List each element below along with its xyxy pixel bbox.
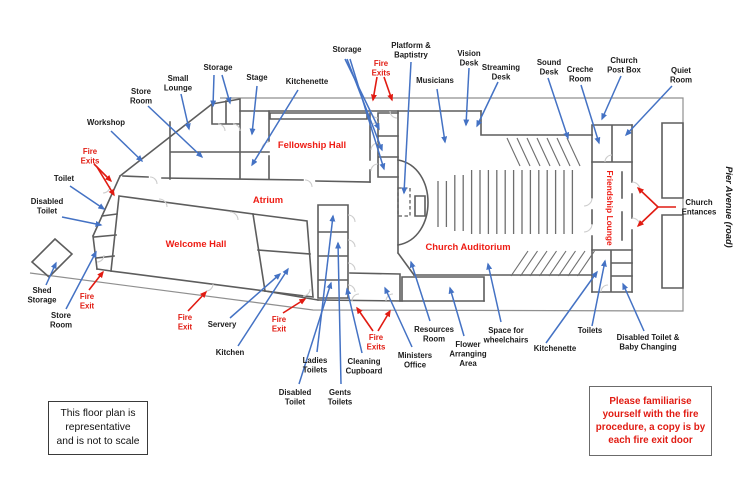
auditorium-pews [438,170,572,234]
ministers-office-label: Ministers Office [397,351,433,370]
fire-note-line: yourself with the fire [602,408,699,420]
shed-storage-label: Shed Storage [27,286,57,305]
site-boundary [30,98,683,311]
callout-arrow [347,289,362,353]
callout-arrow [94,164,111,181]
hatch-line [507,138,520,166]
creche-quiet-walls [592,125,632,162]
church-entances-label: Church Entances [681,198,717,217]
hatch-line [557,138,570,166]
entrance-porch-south [662,215,683,288]
hatch-line [517,138,530,166]
disabled-toilet-baby-label: Disabled Toilet & Baby Changing [616,333,680,352]
hatch-line [547,138,560,166]
fire-procedure-note-box [589,386,712,456]
ministers-office-walls [350,273,400,301]
se-toilets-walls [592,250,632,292]
toilets-bottom-label: Toilets [577,326,603,335]
hatch-line [549,251,566,276]
platform-arc [398,160,428,245]
callout-arrow [230,274,280,318]
hatch-line [511,251,528,276]
callout-arrow [213,75,214,106]
fire-exit-mid-2-label: Fire Exit [271,315,287,334]
resources-strip-walls [402,277,484,301]
resources-room-label: Resources Room [414,325,454,344]
atrium-label: Atrium [252,194,284,205]
fire-note-line: Please familiarise [609,395,692,407]
storage-center-label: Storage [332,45,362,54]
callout-arrow [338,243,341,384]
storage-top-left-label: Storage [203,63,233,72]
hatch-line [559,251,576,276]
callout-arrow [222,75,230,103]
musicians-label: Musicians [416,76,454,85]
callout-arrow [626,86,672,135]
fire-note-line: procedure, a copy is by [595,422,706,433]
toilet-left-label: Toilet [53,174,75,183]
callout-arrow [252,90,298,165]
callout-arrow [97,167,114,195]
small-lounge-label: Small Lounge [163,74,193,93]
stage-label: Stage [246,73,268,82]
store-room-left-label: Store Room [49,311,73,330]
auditorium-west-wall [398,111,414,275]
callout-arrow [548,78,568,138]
callout-arrow [411,262,430,321]
kitchen-label: Kitchen [215,348,245,357]
servery-label: Servery [207,320,237,329]
cleaning-cupboard-label: Cleaning Cupboard [345,357,383,376]
platform-baptistry-label: Platform & Baptistry [391,41,431,60]
callout-arrow [592,261,605,326]
callout-arrow [477,82,498,126]
fellowship-hall-label: Fellowship Hall [277,139,347,150]
kitchenette-bottom-label: Kitchenette [533,344,577,353]
kitchenette-counter [270,113,367,119]
kitchenette-top-label: Kitchenette [285,77,329,86]
callout-arrow [466,68,469,125]
hatch-line [527,138,540,166]
callout-arrow [181,94,189,129]
flower-arranging-area-label: Flower Arranging Area [449,340,487,369]
hatch-line [537,138,550,166]
callout-arrow [252,86,257,134]
sound-desk-label: Sound Desk [536,58,562,77]
callout-arrow [638,188,658,207]
scale-note-line: This floor plan is [60,408,136,419]
hatch-line [568,251,585,276]
callout-arrow [638,207,658,226]
pier-avenue-label: Pier Avenue (road) [724,166,734,248]
fire-exits-bottom-label: Fire Exits [366,333,386,352]
friendship-lounge-label: Friendship Lounge [605,170,615,246]
callout-arrow [373,77,377,100]
ladies-toilets-label: Ladies Toilets [302,356,328,375]
hatch-line [540,251,557,276]
disabled-toilet-left-label: Disabled Toilet [30,197,64,216]
callout-arrow [404,62,411,193]
callout-arrow [623,284,644,331]
hatch-line [530,251,547,276]
kitchen-servery-walls [253,214,313,297]
space-for-wheelchairs-label: Space for wheelchairs [483,326,529,345]
fire-exits-top-left-label: Fire Exits [80,147,100,166]
entrance-porch-north [662,123,683,198]
vision-desk-label: Vision Desk [457,49,481,68]
callout-arrow [488,264,501,322]
scale-note-line: representative [65,422,131,433]
door-arcs [97,111,640,301]
callout-arrow [62,217,101,225]
callout-arrow [384,77,392,100]
hatch-line [521,251,538,276]
gents-toilets-label: Gents Toilets [327,388,353,407]
callout-arrow [357,308,373,331]
building-walls [32,99,683,301]
callout-arrow [148,106,202,157]
church-auditorium-label: Church Auditorium [425,241,511,252]
fire-exit-mid-1-label: Fire Exit [177,313,193,332]
callout-arrows [46,59,676,384]
workshop-label: Workshop [87,118,125,127]
scale-note-line: and is not to scale [56,436,140,447]
callout-arrow [385,288,412,347]
quiet-room-label: Quiet Room [669,66,693,85]
callout-arrow [111,131,142,161]
hatch-line [567,138,580,166]
callout-arrow [437,89,445,142]
fire-exit-left-label: Fire Exit [79,292,95,311]
streaming-desk-label: Streaming Desk [481,63,521,82]
creche-room-label: Creche Room [566,65,594,84]
lectern [415,196,425,216]
callout-arrow [70,186,104,209]
center-storage-walls [378,113,398,177]
store-room-top-label: Store Room [129,87,153,106]
labels [27,41,734,407]
fire-exits-center-label: Fire Exits [371,59,391,78]
welcome-hall-label: Welcome Hall [165,238,227,249]
callout-arrow [378,311,390,331]
callout-arrow [46,263,56,285]
wheelchair-hatch-areas [507,138,595,276]
disabled-toilet-bottom-label: Disabled Toilet [278,388,312,407]
scale-note-box [48,401,148,455]
church-post-box-label: Church Post Box [607,56,641,75]
fire-note-line: each fire exit door [608,435,693,447]
